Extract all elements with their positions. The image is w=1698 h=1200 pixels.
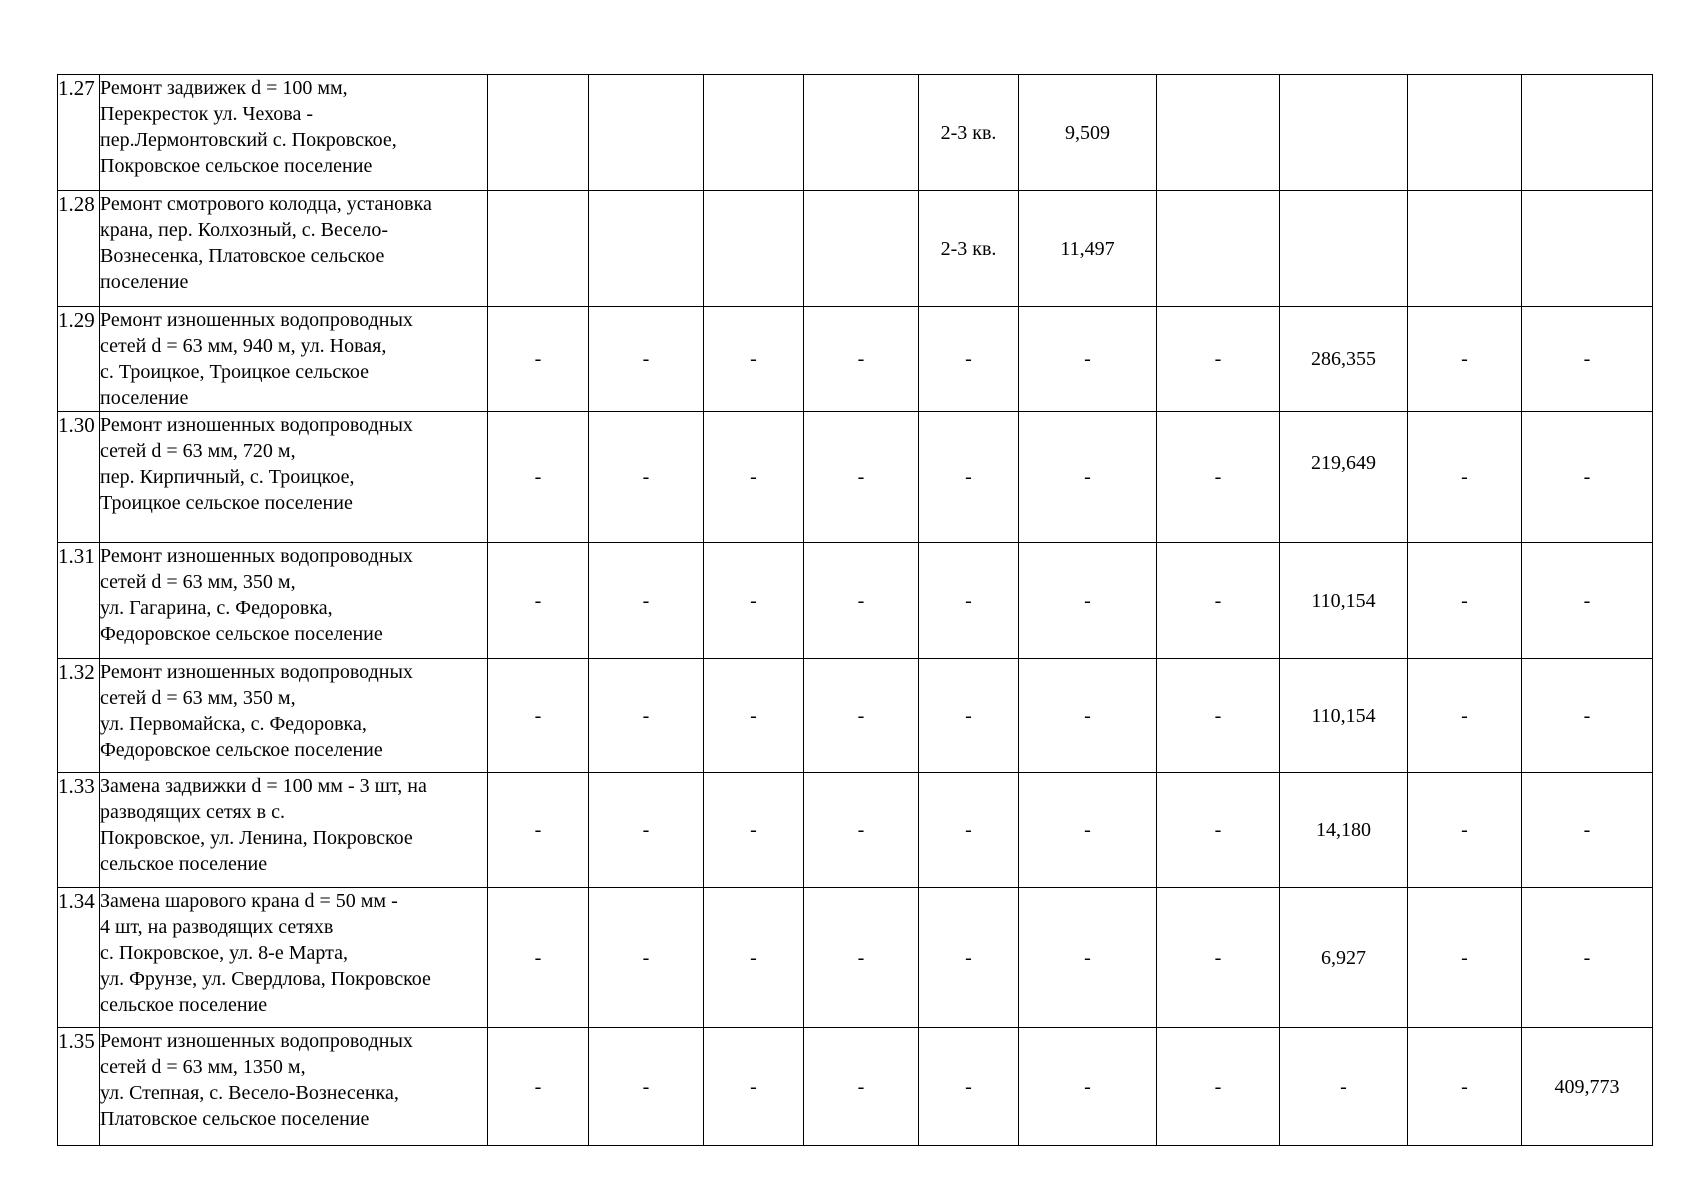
value-text: - xyxy=(642,819,650,841)
value-cell xyxy=(919,773,1019,888)
value-cell xyxy=(488,888,589,1028)
row-number: 1.31 xyxy=(58,543,100,659)
value-text: - xyxy=(1461,348,1468,370)
value-cell xyxy=(1408,773,1522,888)
value-cell xyxy=(1019,412,1157,543)
value-cell xyxy=(1280,543,1408,659)
work-description: Ремонт задвижек d = 100 мм, Перекресток ул. Чехова - пер.Лермонтовский с. Покровское, Покровское сельское поселение xyxy=(100,75,488,191)
value-text: 286,355 xyxy=(1311,348,1376,370)
value-cell xyxy=(488,412,589,543)
value-text: - xyxy=(1084,704,1091,727)
value-cell xyxy=(704,888,804,1028)
value-text: - xyxy=(534,819,542,841)
value-text: - xyxy=(642,466,650,488)
value-text: - xyxy=(965,704,972,727)
value-text: - xyxy=(965,589,972,612)
value-cell xyxy=(919,888,1019,1028)
value-text: 2-3 кв. xyxy=(940,121,997,144)
value-text: - xyxy=(1214,1075,1222,1098)
row-number: 1.32 xyxy=(58,659,100,773)
work-description: Ремонт изношенных водопроводных сетей d = 63 мм, 940 м, ул. Новая, с. Троицкое, Троицкое сельское поселение xyxy=(100,307,488,412)
value-text: - xyxy=(750,589,757,612)
value-text: - xyxy=(1214,819,1222,841)
value-text: - xyxy=(857,1075,865,1098)
works-table xyxy=(57,74,1653,1146)
value-text: 110,154 xyxy=(1311,589,1376,612)
value-text: - xyxy=(534,704,542,727)
value-text: - xyxy=(1340,1075,1347,1098)
value-cell xyxy=(804,773,919,888)
value-cell xyxy=(804,659,919,773)
value-text: - xyxy=(1214,589,1222,612)
value-cell xyxy=(1280,191,1408,307)
value-cell xyxy=(1019,773,1157,888)
value-text: - xyxy=(965,819,972,841)
value-cell xyxy=(488,543,589,659)
row-number: 1.27 xyxy=(58,75,100,191)
value-text: - xyxy=(1084,348,1091,370)
value-cell xyxy=(1157,543,1280,659)
row-number: 1.28 xyxy=(58,191,100,307)
value-cell xyxy=(1157,191,1280,307)
value-cell xyxy=(488,773,589,888)
value-cell xyxy=(1408,1028,1522,1146)
table-body xyxy=(58,75,1653,1146)
value-cell xyxy=(1522,191,1653,307)
row-number: 1.35 xyxy=(58,1028,100,1146)
value-cell xyxy=(589,1028,704,1146)
value-cell xyxy=(1157,75,1280,191)
value-text: 14,180 xyxy=(1316,819,1371,841)
table-row xyxy=(58,75,1653,191)
value-cell xyxy=(1522,412,1653,543)
value-cell xyxy=(804,191,919,307)
value-cell xyxy=(589,75,704,191)
value-text: - xyxy=(534,589,542,612)
value-cell xyxy=(704,659,804,773)
value-cell xyxy=(919,543,1019,659)
value-text: - xyxy=(1084,946,1091,969)
value-cell xyxy=(1280,888,1408,1028)
value-cell xyxy=(488,1028,589,1146)
value-cell xyxy=(919,191,1019,307)
value-cell xyxy=(1280,773,1408,888)
value-text: 6,927 xyxy=(1321,946,1366,969)
value-cell xyxy=(1019,659,1157,773)
value-cell xyxy=(704,543,804,659)
work-description: Ремонт смотрового колодца, установка крана, пер. Колхозный, с. Весело- Вознесенка, Платовское сельское поселение xyxy=(100,191,488,307)
row-number: 1.33 xyxy=(58,773,100,888)
value-cell xyxy=(1408,191,1522,307)
work-description: Ремонт изношенных водопроводных сетей d = 63 мм, 350 м, ул. Первомайска, с. Федоровка, Федоровское сельское поселение xyxy=(100,659,488,773)
value-cell xyxy=(1157,412,1280,543)
value-text: - xyxy=(1214,946,1222,969)
work-description: Ремонт изношенных водопроводных сетей d = 63 мм, 350 м, ул. Гагарина, с. Федоровка, Федоровское сельское поселение xyxy=(100,543,488,659)
value-cell xyxy=(1280,307,1408,412)
value-text: - xyxy=(534,466,542,488)
value-cell xyxy=(488,307,589,412)
table-row xyxy=(58,307,1653,412)
work-description: Замена задвижки d = 100 мм - 3 шт, на разводящих сетях в с. Покровское, ул. Ленина, Покровское сельское поселение xyxy=(100,773,488,888)
table-row xyxy=(58,191,1653,307)
value-text: - xyxy=(1214,704,1222,727)
value-cell xyxy=(589,888,704,1028)
value-cell xyxy=(704,412,804,543)
value-cell xyxy=(1019,543,1157,659)
value-cell xyxy=(704,75,804,191)
value-cell xyxy=(488,75,589,191)
value-text: - xyxy=(857,946,865,969)
table-row xyxy=(58,773,1653,888)
value-text: - xyxy=(1461,819,1468,841)
value-text: - xyxy=(857,466,865,488)
value-text: - xyxy=(1084,589,1091,612)
value-text: - xyxy=(1583,348,1591,370)
value-text: - xyxy=(750,704,757,727)
value-text: 409,773 xyxy=(1554,1075,1620,1098)
value-text: - xyxy=(750,819,757,841)
value-cell xyxy=(1408,307,1522,412)
value-cell xyxy=(804,1028,919,1146)
work-description: Ремонт изношенных водопроводных сетей d = 63 мм, 1350 м, ул. Степная, с. Весело-Вознесенка, Платовское сельское поселение xyxy=(100,1028,488,1146)
value-cell xyxy=(1157,773,1280,888)
work-description: Ремонт изношенных водопроводных сетей d = 63 мм, 720 м, пер. Кирпичный, с. Троицкое, Троицкое сельское поселение xyxy=(100,412,488,543)
value-text: - xyxy=(1461,704,1468,727)
value-cell xyxy=(1019,191,1157,307)
value-cell xyxy=(1280,659,1408,773)
value-text: - xyxy=(750,348,757,370)
value-text: - xyxy=(1461,946,1468,969)
value-cell xyxy=(1522,773,1653,888)
value-cell xyxy=(589,543,704,659)
value-text: - xyxy=(1084,819,1091,841)
value-cell xyxy=(1522,75,1653,191)
value-text: - xyxy=(534,348,542,370)
row-number: 1.29 xyxy=(58,307,100,412)
value-text: - xyxy=(965,348,972,370)
value-text: - xyxy=(1084,1075,1091,1098)
value-cell xyxy=(1157,1028,1280,1146)
value-text: - xyxy=(1214,348,1222,370)
value-text: - xyxy=(1583,946,1591,969)
value-cell xyxy=(1157,307,1280,412)
value-cell xyxy=(1157,659,1280,773)
value-cell xyxy=(488,191,589,307)
value-text: - xyxy=(642,1075,650,1098)
value-cell xyxy=(919,75,1019,191)
value-text: - xyxy=(534,1075,542,1098)
value-cell xyxy=(589,773,704,888)
value-text: - xyxy=(1583,704,1591,727)
value-text: - xyxy=(1461,466,1468,488)
value-cell xyxy=(589,191,704,307)
value-cell xyxy=(589,307,704,412)
value-cell xyxy=(1157,888,1280,1028)
value-text: - xyxy=(857,589,865,612)
value-cell xyxy=(1019,307,1157,412)
value-cell xyxy=(804,412,919,543)
table-row xyxy=(58,412,1653,543)
value-cell xyxy=(919,412,1019,543)
value-cell xyxy=(704,307,804,412)
table-row xyxy=(58,543,1653,659)
value-cell xyxy=(804,888,919,1028)
value-cell xyxy=(919,1028,1019,1146)
value-text: - xyxy=(642,704,650,727)
value-text: 11,497 xyxy=(1060,237,1115,260)
value-text: - xyxy=(642,348,650,370)
value-cell xyxy=(1019,1028,1157,1146)
row-number: 1.30 xyxy=(58,412,100,543)
value-cell xyxy=(1522,1028,1653,1146)
value-cell xyxy=(704,191,804,307)
value-cell xyxy=(1408,659,1522,773)
value-cell xyxy=(804,543,919,659)
table-row xyxy=(58,1028,1653,1146)
row-number: 1.34 xyxy=(58,888,100,1028)
value-text: - xyxy=(965,946,972,969)
value-cell xyxy=(919,659,1019,773)
value-cell xyxy=(704,1028,804,1146)
value-text: - xyxy=(857,704,865,727)
value-text: - xyxy=(534,946,542,969)
value-text: - xyxy=(750,1075,757,1098)
value-cell xyxy=(1408,543,1522,659)
value-cell xyxy=(804,307,919,412)
value-text: - xyxy=(1461,1075,1468,1098)
value-text: - xyxy=(965,466,972,488)
value-text: - xyxy=(857,348,865,370)
value-text: 2-3 кв. xyxy=(940,237,997,260)
value-cell xyxy=(589,412,704,543)
value-text: - xyxy=(1583,819,1591,841)
value-cell xyxy=(1408,412,1522,543)
value-text: 110,154 xyxy=(1311,704,1376,727)
value-cell xyxy=(1280,412,1408,543)
value-cell xyxy=(1280,75,1408,191)
value-cell xyxy=(488,659,589,773)
value-cell xyxy=(1408,888,1522,1028)
value-text: - xyxy=(1583,589,1591,612)
value-text: - xyxy=(1583,466,1591,488)
value-text: - xyxy=(1461,589,1468,612)
value-text: - xyxy=(642,946,650,969)
value-text: - xyxy=(965,1075,972,1098)
table-row xyxy=(58,659,1653,773)
value-cell xyxy=(1019,888,1157,1028)
value-cell xyxy=(919,307,1019,412)
value-cell xyxy=(804,75,919,191)
value-cell xyxy=(1280,1028,1408,1146)
value-text: - xyxy=(750,466,757,488)
value-cell xyxy=(1408,75,1522,191)
value-text: - xyxy=(642,589,650,612)
value-text: 9,509 xyxy=(1065,121,1110,144)
value-cell xyxy=(704,773,804,888)
value-cell xyxy=(1522,659,1653,773)
value-text: - xyxy=(1084,466,1091,488)
value-cell xyxy=(1019,75,1157,191)
work-description: Замена шарового крана d = 50 мм - 4 шт, на разводящих сетяхв с. Покровское, ул. 8-е Марта, ул. Фрунзе, ул. Свердлова, Покровское сельское поселение xyxy=(100,888,488,1028)
value-text: - xyxy=(750,946,757,969)
value-text: - xyxy=(857,819,865,841)
value-cell xyxy=(589,659,704,773)
value-text: - xyxy=(1214,466,1222,488)
value-cell xyxy=(1522,307,1653,412)
value-cell xyxy=(1522,888,1653,1028)
value-text: 219,649 xyxy=(1311,452,1376,474)
value-cell xyxy=(1522,543,1653,659)
table-row xyxy=(58,888,1653,1028)
